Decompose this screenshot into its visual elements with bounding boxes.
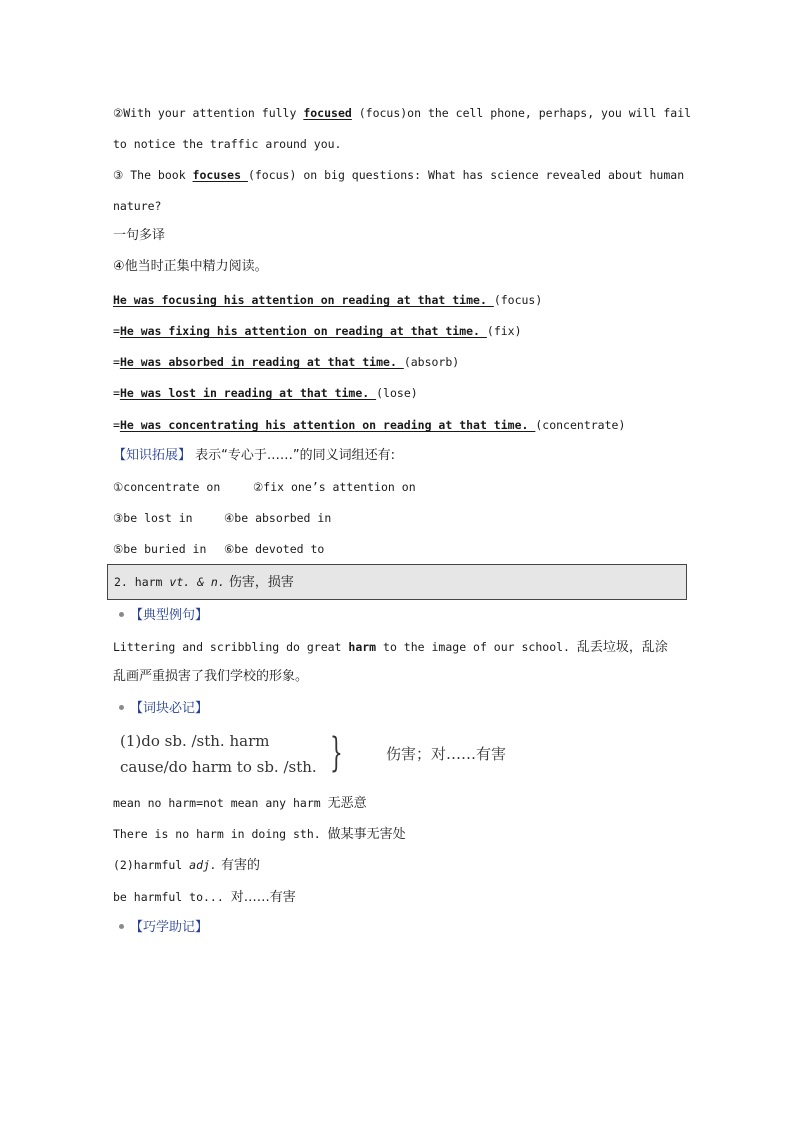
translation-hint: (fix) (486, 324, 522, 338)
example-sentence (113, 638, 668, 657)
vocabulary-entry-box (107, 564, 687, 600)
example-text: Littering and scribbling do great (113, 640, 349, 654)
example-translation: 乱丢垃圾，乱涂 (576, 640, 668, 655)
exercise-3-answer: focuses (192, 168, 248, 182)
harmful-usage-cn: 对……有害 (230, 890, 296, 905)
translation-hint: (absorb) (403, 355, 460, 369)
translation-answer: He was concentrating his attention on reading at that time. (119, 418, 536, 432)
bullet-icon (119, 924, 124, 929)
synonym-item: ②fix one’s attention on (253, 480, 416, 494)
section-memory (119, 918, 208, 937)
phrase-meaning: 伤害；对……有害 (386, 745, 507, 763)
section-label: 【典型例句】 (130, 608, 209, 623)
translation-hint: (lose) (376, 386, 418, 400)
exercise-3-cont: nature? (113, 199, 162, 213)
phrase-cn: 做某事无害处 (327, 827, 406, 842)
synonym-item: ⑤be buried in (113, 542, 207, 556)
harmful-usage-en: be harmful to... (113, 890, 231, 904)
exercise-2-answer: focused (303, 106, 352, 120)
extension-text: 表示“专心于……”的同义词组还有: (191, 448, 395, 463)
synonym-row (113, 509, 331, 527)
multi-translation-title: 一句多译 (113, 228, 166, 243)
phrase-cn: 无恶意 (327, 796, 367, 811)
phrase-line: cause/do harm to sb. /sth. (120, 758, 317, 776)
translation-prefix: = (113, 386, 120, 400)
harmful-usage (113, 888, 296, 907)
translation-hint: (focus) (493, 293, 543, 307)
translation-row (113, 322, 522, 340)
translation-answer: He was lost in reading at that time. (119, 386, 377, 400)
section-label: 【词块必记】 (130, 701, 209, 716)
phrase-line: (1)do sb. /sth. harm (120, 732, 270, 750)
example-keyword: harm (348, 640, 377, 654)
synonym-item: ①concentrate on (113, 480, 221, 494)
exercise-3-text: ③ The book (113, 168, 193, 182)
section-example (119, 606, 208, 625)
harmful-entry (113, 856, 260, 875)
phrase-image (120, 729, 550, 779)
exercise-2-text-rest: (focus)on the cell phone, perhaps, you will fail (351, 106, 692, 120)
translation-row (113, 416, 625, 434)
translation-answer: He was fixing his attention on reading at that time. (119, 324, 487, 338)
translation-row (113, 384, 418, 402)
translation-answer: He was focusing his attention on reading at that time. (113, 293, 494, 307)
vocabulary-entry (114, 573, 294, 592)
synonym-item: ③be lost in (113, 511, 193, 525)
example-translation-cont: 乱画严重损害了我们学校的形象。 (113, 669, 309, 684)
example-text-rest: to the image of our school. (376, 640, 577, 654)
exercise-2-text: ②With your attention fully (113, 106, 304, 120)
synonym-item: ⑥be devoted to (224, 542, 325, 556)
exercise-2-line (113, 104, 691, 122)
synonym-row (113, 478, 416, 496)
synonym-row (113, 540, 324, 558)
synonym-item: ④be absorbed in (224, 511, 332, 525)
exercise-3-line (113, 166, 684, 184)
entry-word: 2. harm (114, 575, 170, 589)
translation-prefix: = (113, 324, 120, 338)
bullet-icon (119, 612, 124, 617)
exercise-4-prompt: ④他当时正集中精力阅读。 (113, 259, 268, 274)
harmful-word: (2)harmful (113, 858, 190, 872)
entry-pos: vt. & n. (169, 575, 225, 589)
extension-label: 【知识拓展】 (113, 448, 192, 463)
section-label: 【巧学助记】 (130, 920, 209, 935)
phrase-en: There is no harm in doing sth. (113, 827, 328, 841)
entry-meaning: 伤害，损害 (224, 575, 294, 590)
phrase-en: mean no harm=not mean any harm (113, 796, 328, 810)
harmful-pos: adj. (189, 858, 217, 872)
brace-icon: } (330, 730, 343, 776)
translation-prefix: = (113, 355, 120, 369)
translation-row (113, 291, 542, 309)
translation-row (113, 353, 459, 371)
exercise-2-cont: to notice the traffic around you. (113, 137, 342, 151)
exercise-3-text-rest: (focus) on big questions: What has science revealed about human (247, 168, 685, 182)
translation-hint: (concentrate) (535, 418, 626, 432)
phrase-row (113, 825, 406, 844)
knowledge-extension (113, 446, 395, 465)
translation-prefix: = (113, 418, 120, 432)
bullet-icon (119, 705, 124, 710)
harmful-meaning: 有害的 (216, 858, 261, 873)
phrase-row (113, 794, 367, 813)
section-phrases (119, 699, 208, 718)
translation-answer: He was absorbed in reading at that time. (119, 355, 404, 369)
